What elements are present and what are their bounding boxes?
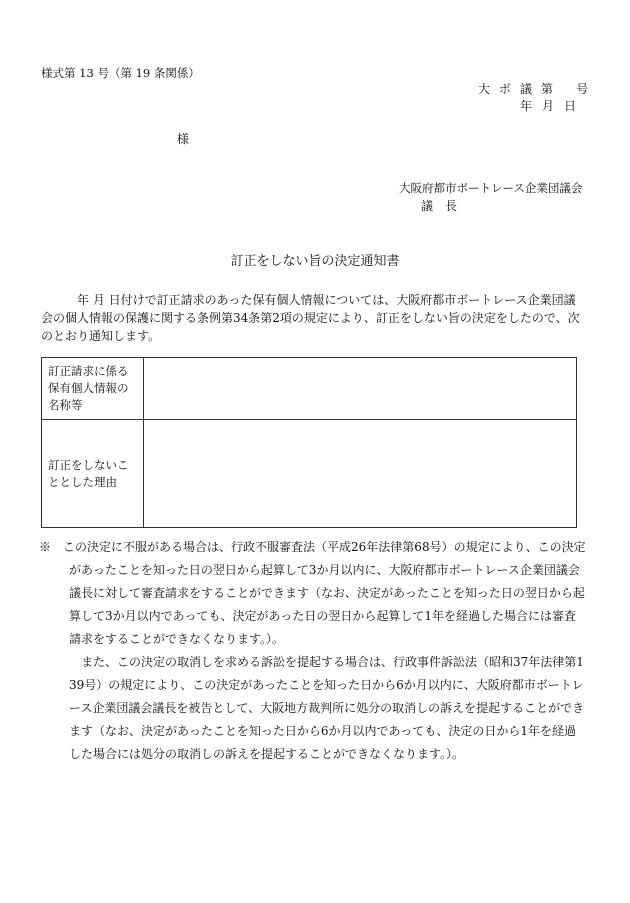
row-label-info-name: 訂正請求に係る保有個人情報の名称等 — [42, 358, 144, 420]
docnum-part: 大 — [478, 82, 492, 96]
row-value-info-name — [144, 358, 577, 420]
issue-date — [520, 97, 586, 114]
date-year: 年 — [520, 99, 533, 113]
docnum-part: ボ — [499, 82, 513, 96]
document-number — [478, 80, 597, 97]
docnum-part: 議 — [520, 82, 534, 96]
note-appeal-text: この決定に不服がある場合は、行政不服審査法（平成26年法律第68号）の規定により、この決定があったことを知った日の翌日から起算して3か月以内に、大阪府都市ボートレース企業団議会議長に対して審査請求をすることができます（なお、決定があったことを知った日の翌日から起算して3か月以内であっても、決定があった日の翌日から起算して1年を経過した場合には審査請求をすることができなくなります。）。 — [63, 540, 586, 646]
date-month: 月 — [542, 99, 555, 113]
sender-title: 議 長 — [421, 199, 458, 213]
form-number: 様式第 13 号（第 19 条関係） — [41, 66, 200, 80]
row-label-reason: 訂正をしないこととした理由 — [42, 420, 144, 528]
table-row — [42, 420, 577, 528]
note-mark: ※ — [39, 540, 52, 554]
sender-organization: 大阪府都市ボートレース企業団議会 — [399, 181, 583, 195]
document-title: 訂正をしない旨の決定通知書 — [230, 254, 400, 269]
info-table — [41, 357, 577, 528]
row-value-reason — [144, 420, 577, 528]
date-day: 日 — [564, 99, 577, 113]
note-lawsuit: また、この決定の取消しを求める訴訟を提起する場合は、行政事件訴訟法（昭和37年法律第139号）の規定により、この決定があったことを知った日から6か月以内に、大阪府都市ボートレース企業団議会議長を被告として、大阪地方裁判所に処分の取消しの訴えを提起することができます（なお、決定があったことを知った日から6か月以内であっても、決定の日から1年を経過した場合には処分の取消しの訴えを提起することができなくなります。）。 — [69, 655, 585, 761]
note-appeal — [39, 536, 587, 651]
docnum-part: 号 — [576, 82, 590, 96]
addressee: 様 — [177, 132, 190, 146]
table-row — [42, 358, 577, 420]
notes — [39, 536, 587, 766]
docnum-part: 第 — [541, 82, 555, 96]
body-paragraph: 年 月 日付けで訂正請求のあった保有個人情報については、大阪府都市ボートレース企業団議会の個人情報の保護に関する条例第34条第2項の規定により、訂正をしない旨の決定をしたので、次のとおり通知します。 — [41, 293, 580, 343]
